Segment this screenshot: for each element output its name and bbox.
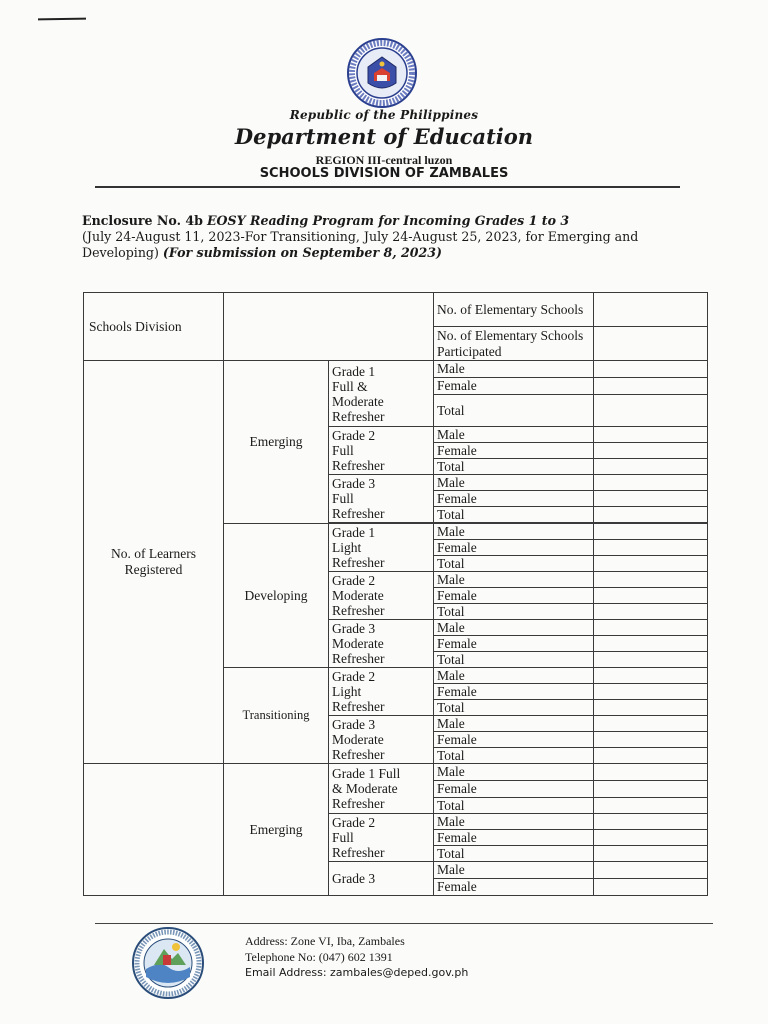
total-value[interactable]	[594, 395, 708, 427]
no-elem-schools-label: No. of Elementary Schools	[434, 293, 594, 327]
footer-address: Address: Zone VI, Iba, Zambales	[245, 934, 405, 948]
female-label: Female	[434, 636, 594, 652]
no-elem-participated-value[interactable]	[594, 327, 708, 361]
total-label: Total	[434, 459, 594, 475]
female-label: Female	[434, 491, 594, 507]
grade-cell: Grade 1 Full & Moderate Refresher	[329, 361, 434, 427]
female-label: Female	[434, 781, 594, 798]
enclosure-period: (July 24-August 11, 2023-For Transitioning, July 24-August 25, 2023, for Emerging and Developing)	[82, 229, 639, 260]
male-label: Male	[434, 668, 594, 684]
female-value[interactable]	[594, 732, 708, 748]
male-label: Male	[434, 572, 594, 588]
female-label: Female	[434, 830, 594, 846]
male-value[interactable]	[594, 814, 708, 830]
total-value[interactable]	[594, 652, 708, 668]
female-value[interactable]	[594, 879, 708, 896]
total-value[interactable]	[594, 798, 708, 814]
total-label: Total	[434, 507, 594, 523]
enclosure-label: Enclosure No. 4b	[82, 213, 203, 228]
total-value[interactable]	[594, 748, 708, 764]
grade-cell: Grade 2 Moderate Refresher	[329, 572, 434, 620]
female-label: Female	[434, 732, 594, 748]
emerging-label: Emerging	[224, 361, 329, 524]
grade-cell: Grade 3	[329, 862, 434, 896]
female-label: Female	[434, 443, 594, 459]
header-rule	[95, 186, 680, 188]
republic-heading: Republic of the Philippines	[289, 108, 479, 122]
learners-registered-label: No. of Learners Registered	[84, 361, 224, 764]
schools-division-label: Schools Division	[84, 293, 224, 361]
reading-program-table	[83, 292, 708, 896]
schools-division-value[interactable]	[224, 293, 434, 361]
male-value[interactable]	[594, 668, 708, 684]
footer-rule	[95, 923, 713, 924]
female-value[interactable]	[594, 378, 708, 395]
total-value[interactable]	[594, 556, 708, 572]
department-heading: Department of Education	[234, 124, 534, 149]
male-label: Male	[434, 814, 594, 830]
division-seal-icon	[130, 925, 206, 1001]
female-label: Female	[434, 879, 594, 896]
no-elem-participated-label: No. of Elementary Schools Participated	[434, 327, 594, 361]
grade-cell: Grade 3 Moderate Refresher	[329, 620, 434, 668]
grade-cell: Grade 3 Moderate Refresher	[329, 716, 434, 764]
male-label: Male	[434, 427, 594, 443]
grade-cell: Grade 3 Full Refresher	[329, 475, 434, 523]
section2-category-cell	[84, 764, 224, 896]
region-heading: REGION III-central luzon	[315, 153, 453, 167]
total-value[interactable]	[594, 459, 708, 475]
male-value[interactable]	[594, 475, 708, 491]
grade-cell: Grade 2 Full Refresher	[329, 427, 434, 475]
male-label: Male	[434, 716, 594, 732]
male-label: Male	[434, 620, 594, 636]
female-label: Female	[434, 588, 594, 604]
enclosure-submission: (For submission on September 8, 2023)	[162, 245, 443, 260]
total-value[interactable]	[594, 846, 708, 862]
male-value[interactable]	[594, 764, 708, 781]
deped-seal-icon	[346, 37, 418, 109]
female-value[interactable]	[594, 830, 708, 846]
footer-address-block	[245, 933, 468, 981]
female-label: Female	[434, 684, 594, 700]
female-label: Female	[434, 378, 594, 395]
transitioning-label: Transitioning	[224, 668, 329, 764]
male-label: Male	[434, 524, 594, 540]
no-elem-schools-value[interactable]	[594, 293, 708, 327]
emerging-label: Emerging	[224, 764, 329, 896]
female-value[interactable]	[594, 443, 708, 459]
total-label: Total	[434, 846, 594, 862]
footer-email: Email Address: zambales@deped.gov.ph	[245, 966, 469, 979]
total-value[interactable]	[594, 700, 708, 716]
male-value[interactable]	[594, 524, 708, 540]
male-value[interactable]	[594, 427, 708, 443]
grade-cell: Grade 1 Full & Moderate Refresher	[329, 764, 434, 814]
total-value[interactable]	[594, 507, 708, 523]
total-label: Total	[434, 395, 594, 427]
male-value[interactable]	[594, 361, 708, 378]
male-label: Male	[434, 764, 594, 781]
male-value[interactable]	[594, 716, 708, 732]
division-heading: SCHOOLS DIVISION OF ZAMBALES	[259, 166, 509, 181]
total-label: Total	[434, 798, 594, 814]
grade-cell: Grade 1 Light Refresher	[329, 524, 434, 572]
male-label: Male	[434, 361, 594, 378]
total-label: Total	[434, 748, 594, 764]
scan-mark	[38, 18, 86, 21]
grade-cell: Grade 2 Full Refresher	[329, 814, 434, 862]
total-label: Total	[434, 652, 594, 668]
total-label: Total	[434, 604, 594, 620]
enclosure-title: EOSY Reading Program for Incoming Grades 1 to 3	[206, 213, 570, 228]
female-value[interactable]	[594, 684, 708, 700]
male-value[interactable]	[594, 572, 708, 588]
total-value[interactable]	[594, 604, 708, 620]
female-value[interactable]	[594, 491, 708, 507]
male-value[interactable]	[594, 862, 708, 879]
developing-label: Developing	[224, 524, 329, 668]
female-value[interactable]	[594, 781, 708, 798]
female-value[interactable]	[594, 588, 708, 604]
male-value[interactable]	[594, 620, 708, 636]
grade-cell: Grade 2 Light Refresher	[329, 668, 434, 716]
female-label: Female	[434, 540, 594, 556]
female-value[interactable]	[594, 636, 708, 652]
enclosure-block	[82, 213, 692, 261]
total-label: Total	[434, 700, 594, 716]
male-label: Male	[434, 475, 594, 491]
female-value[interactable]	[594, 540, 708, 556]
total-label: Total	[434, 556, 594, 572]
footer-telephone: Telephone No: (047) 602 1391	[245, 950, 393, 964]
male-label: Male	[434, 862, 594, 879]
